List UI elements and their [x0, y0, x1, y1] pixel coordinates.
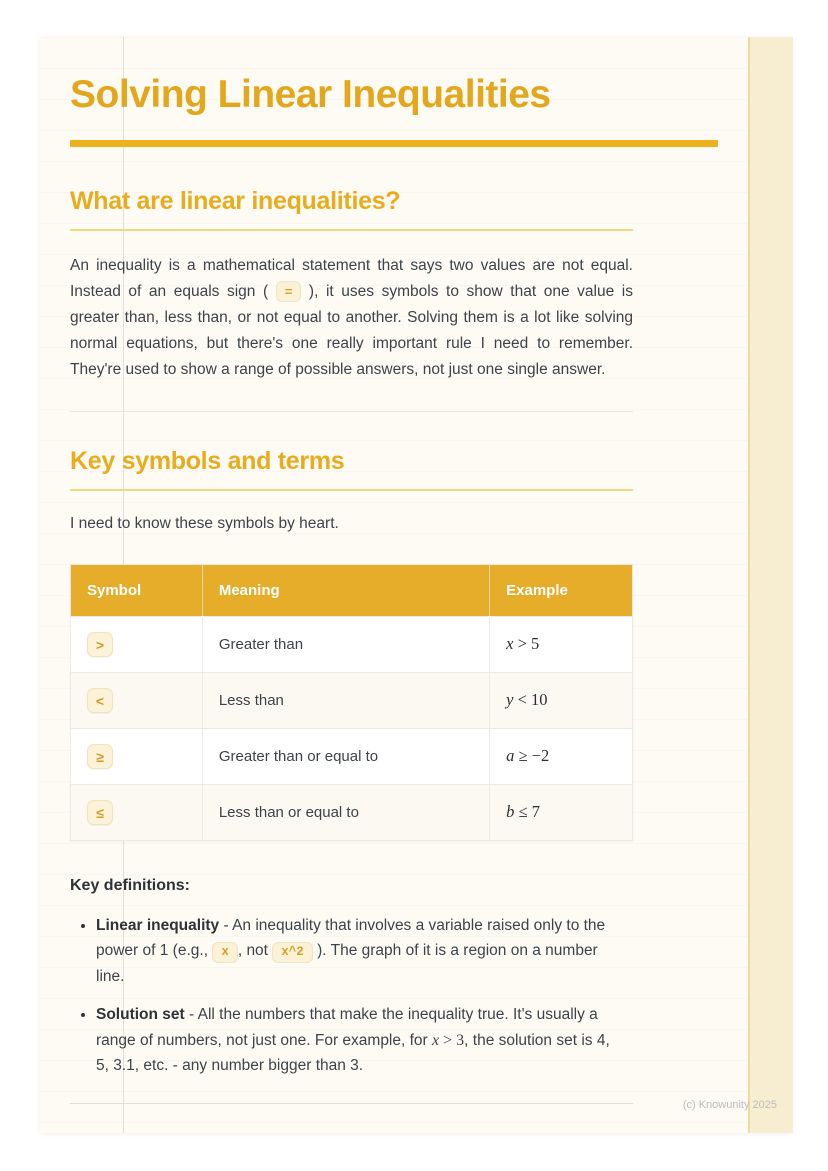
table-row	[71, 728, 633, 784]
meaning-cell: Greater than or equal to	[202, 728, 489, 784]
bottom-divider	[70, 1103, 633, 1104]
definition-linear-inequality: • Linear inequality - An inequality that involves a variable raised only to the power of 1 (e.g., x , not x^2 ). The graph of it is a region on a number line.	[96, 913, 625, 990]
less-than-symbol-chip: <	[87, 688, 113, 713]
note-page-card	[40, 37, 793, 1133]
definition-solution-set: • Solution set - All the numbers that make the inequality true. It's usually a range of numbers, not just one. For example, for x > 3, the solution set is 4, 5, 3.1, etc. - any number bigger than 3.	[96, 1002, 625, 1079]
section-divider	[70, 411, 633, 412]
table-row	[71, 784, 633, 840]
example-cell: b ≤ 7	[490, 784, 633, 840]
column-header-meaning: Meaning	[202, 564, 489, 616]
code-badge-x: x	[212, 942, 238, 963]
table-header-row	[71, 564, 633, 616]
intro-paragraph	[70, 253, 633, 383]
section-heading-key-symbols-and-terms: Key symbols and terms	[70, 447, 633, 491]
paragraph-text-after: ), it uses symbols to show that one value is greater than, less than, or not equal to another. Solving them is a lot like solving normal equations, but there's one really important rule I need to remember. They're used to show a range of possible answers, not just one single answer.	[70, 282, 633, 378]
right-accent-strip	[748, 37, 793, 1133]
column-header-example: Example	[490, 564, 633, 616]
equals-sign-badge: =	[276, 281, 302, 302]
table-row	[71, 616, 633, 672]
page-title: Solving Linear Inequalities	[70, 73, 551, 116]
table-row	[71, 672, 633, 728]
column-header-symbol: Symbol	[71, 564, 203, 616]
symbols-table	[70, 564, 633, 841]
example-cell: a ≥ −2	[490, 728, 633, 784]
definitions-list	[70, 913, 625, 1079]
meaning-cell: Less than	[202, 672, 489, 728]
key-definitions-heading: Key definitions:	[70, 876, 191, 894]
section-heading-what-are-linear-inequalities: What are linear inequalities?	[70, 187, 633, 231]
code-badge-x-squared: x^2	[272, 942, 313, 963]
meaning-cell: Less than or equal to	[202, 784, 489, 840]
greater-than-symbol-chip: >	[87, 632, 113, 657]
title-underline-rule	[70, 140, 718, 147]
less-equal-symbol-chip: ≤	[87, 800, 113, 825]
example-cell: x > 5	[490, 616, 633, 672]
greater-equal-symbol-chip: ≥	[87, 744, 113, 769]
page-content	[40, 37, 663, 1104]
copyright-watermark: (c) Knowunity 2025	[682, 1099, 777, 1111]
symbols-intro-text: I need to know these symbols by heart.	[70, 514, 339, 532]
meaning-cell: Greater than	[202, 616, 489, 672]
paragraph-text-before: An inequality is a mathematical statement that says two values are not equal. Instead of an equals sign (	[70, 256, 633, 300]
example-cell: y < 10	[490, 672, 633, 728]
